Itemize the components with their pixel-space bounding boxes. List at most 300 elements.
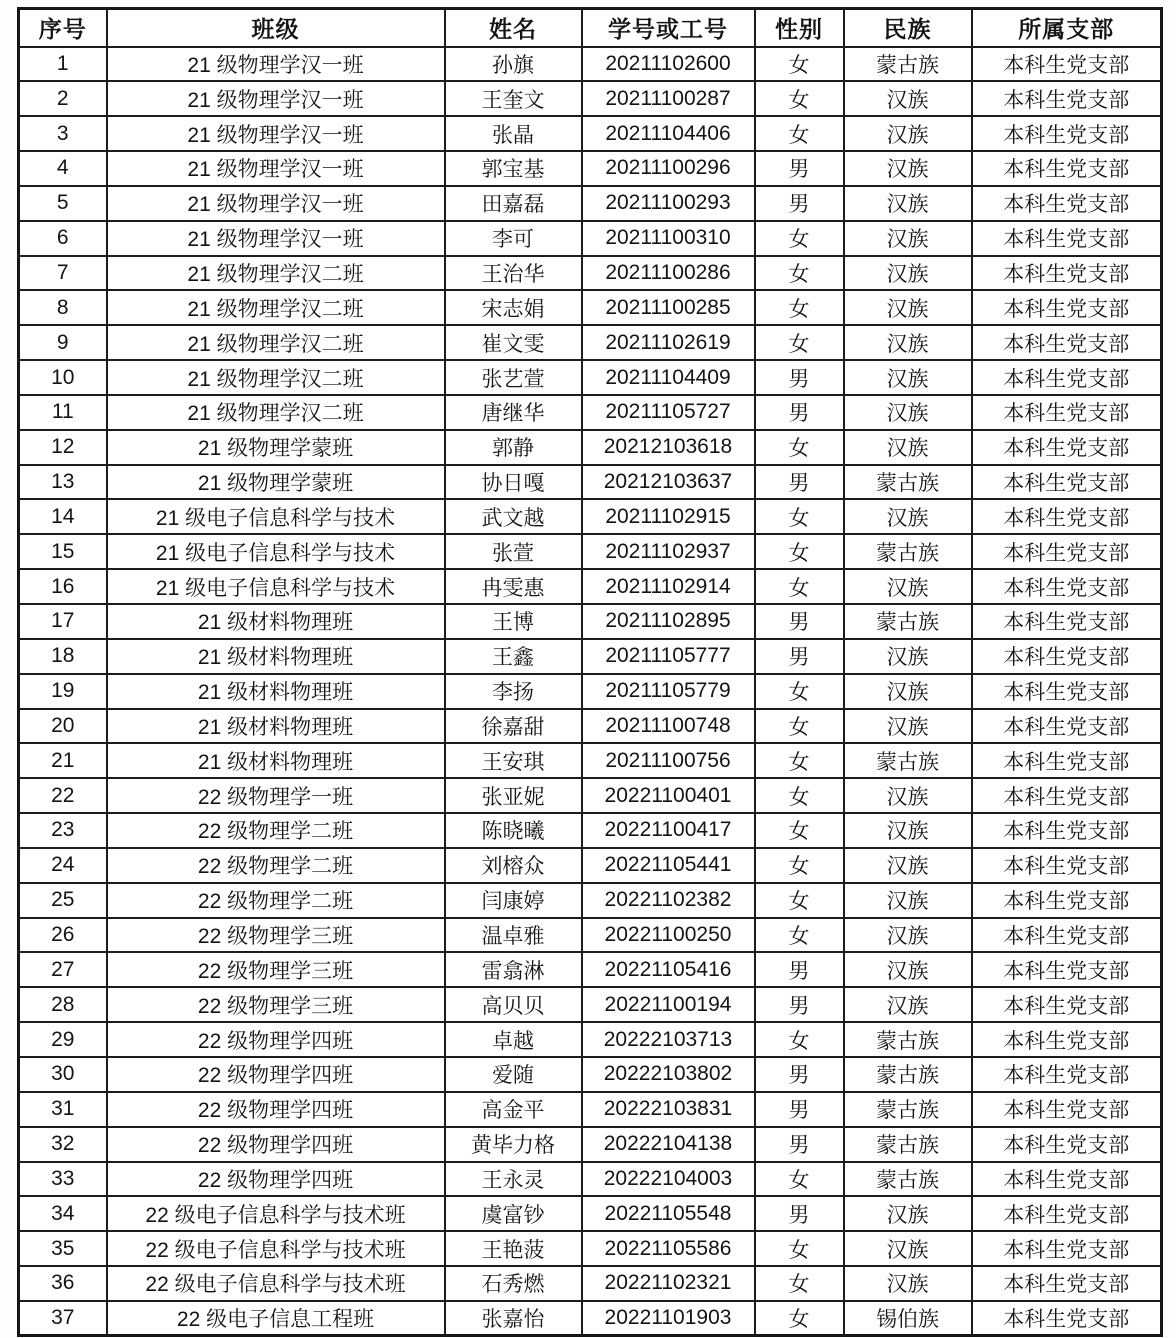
cell-name: 虞富钞 xyxy=(445,1196,582,1231)
cell-gender: 男 xyxy=(755,360,844,395)
cell-student-id: 20211100748 xyxy=(582,709,755,744)
cell-index: 33 xyxy=(19,1162,107,1197)
cell-name: 协日嘎 xyxy=(445,465,582,500)
cell-ethnicity: 汉族 xyxy=(844,813,972,848)
cell-index: 10 xyxy=(19,360,107,395)
cell-student-id: 20221105416 xyxy=(582,952,755,987)
cell-class: 22 级物理学二班 xyxy=(107,883,445,918)
cell-name: 张萱 xyxy=(445,534,582,569)
cell-class: 21 级物理学汉一班 xyxy=(107,47,445,82)
cell-ethnicity: 汉族 xyxy=(844,918,972,953)
cell-gender: 女 xyxy=(755,1022,844,1057)
cell-student-id: 20211100287 xyxy=(582,81,755,116)
cell-name: 高金平 xyxy=(445,1092,582,1127)
table-row xyxy=(19,569,1162,604)
cell-student-id: 20221100401 xyxy=(582,778,755,813)
cell-branch: 本科生党支部 xyxy=(972,116,1162,151)
table-row xyxy=(19,1231,1162,1266)
cell-student-id: 20211102619 xyxy=(582,325,755,360)
col-header-gender: 性别 xyxy=(755,9,844,47)
cell-name: 张艺萱 xyxy=(445,360,582,395)
cell-student-id: 20212103618 xyxy=(582,430,755,465)
student-roster-table xyxy=(17,7,1163,1337)
cell-student-id: 20211100286 xyxy=(582,256,755,291)
cell-name: 徐嘉甜 xyxy=(445,709,582,744)
cell-student-id: 20221101903 xyxy=(582,1301,755,1336)
cell-index: 23 xyxy=(19,813,107,848)
cell-class: 21 级物理学汉二班 xyxy=(107,256,445,291)
cell-gender: 女 xyxy=(755,47,844,82)
table-row xyxy=(19,987,1162,1022)
cell-gender: 女 xyxy=(755,813,844,848)
cell-student-id: 20211104406 xyxy=(582,116,755,151)
cell-index: 5 xyxy=(19,186,107,221)
cell-student-id: 20222103802 xyxy=(582,1057,755,1092)
cell-class: 22 级物理学三班 xyxy=(107,987,445,1022)
table-row xyxy=(19,1127,1162,1162)
cell-index: 17 xyxy=(19,604,107,639)
cell-class: 22 级物理学三班 xyxy=(107,952,445,987)
cell-branch: 本科生党支部 xyxy=(972,987,1162,1022)
table-row xyxy=(19,604,1162,639)
cell-ethnicity: 蒙古族 xyxy=(844,1127,972,1162)
cell-branch: 本科生党支部 xyxy=(972,325,1162,360)
cell-branch: 本科生党支部 xyxy=(972,1162,1162,1197)
cell-name: 王鑫 xyxy=(445,639,582,674)
cell-student-id: 20211102600 xyxy=(582,47,755,82)
cell-student-id: 20211100285 xyxy=(582,290,755,325)
cell-class: 22 级物理学三班 xyxy=(107,918,445,953)
cell-index: 18 xyxy=(19,639,107,674)
cell-gender: 女 xyxy=(755,221,844,256)
cell-gender: 男 xyxy=(755,1196,844,1231)
cell-gender: 女 xyxy=(755,1266,844,1301)
cell-student-id: 20211102895 xyxy=(582,604,755,639)
cell-index: 21 xyxy=(19,743,107,778)
table-row xyxy=(19,1092,1162,1127)
cell-gender: 男 xyxy=(755,1092,844,1127)
cell-name: 雷翕淋 xyxy=(445,952,582,987)
cell-branch: 本科生党支部 xyxy=(972,499,1162,534)
cell-branch: 本科生党支部 xyxy=(972,1127,1162,1162)
cell-index: 16 xyxy=(19,569,107,604)
cell-class: 21 级物理学汉二班 xyxy=(107,395,445,430)
cell-name: 王博 xyxy=(445,604,582,639)
cell-name: 李扬 xyxy=(445,674,582,709)
table-row xyxy=(19,952,1162,987)
table-row xyxy=(19,709,1162,744)
cell-name: 武文越 xyxy=(445,499,582,534)
cell-class: 21 级材料物理班 xyxy=(107,604,445,639)
cell-student-id: 20211102915 xyxy=(582,499,755,534)
cell-gender: 男 xyxy=(755,1127,844,1162)
cell-ethnicity: 汉族 xyxy=(844,952,972,987)
cell-index: 11 xyxy=(19,395,107,430)
cell-ethnicity: 汉族 xyxy=(844,848,972,883)
table-row xyxy=(19,290,1162,325)
cell-name: 张晶 xyxy=(445,116,582,151)
cell-index: 25 xyxy=(19,883,107,918)
cell-name: 陈晓曦 xyxy=(445,813,582,848)
table-row xyxy=(19,674,1162,709)
cell-ethnicity: 汉族 xyxy=(844,883,972,918)
cell-gender: 男 xyxy=(755,639,844,674)
cell-gender: 女 xyxy=(755,848,844,883)
cell-gender: 女 xyxy=(755,1231,844,1266)
cell-student-id: 20211105779 xyxy=(582,674,755,709)
table-body xyxy=(19,47,1162,1336)
cell-index: 15 xyxy=(19,534,107,569)
cell-ethnicity: 汉族 xyxy=(844,325,972,360)
table-row xyxy=(19,186,1162,221)
table-row xyxy=(19,883,1162,918)
cell-student-id: 20221102321 xyxy=(582,1266,755,1301)
cell-name: 温卓雅 xyxy=(445,918,582,953)
cell-class: 21 级材料物理班 xyxy=(107,674,445,709)
cell-branch: 本科生党支部 xyxy=(972,883,1162,918)
table-row xyxy=(19,743,1162,778)
cell-index: 30 xyxy=(19,1057,107,1092)
cell-branch: 本科生党支部 xyxy=(972,569,1162,604)
cell-student-id: 20221102382 xyxy=(582,883,755,918)
cell-branch: 本科生党支部 xyxy=(972,1301,1162,1336)
cell-gender: 男 xyxy=(755,952,844,987)
cell-class: 21 级物理学汉一班 xyxy=(107,81,445,116)
cell-gender: 女 xyxy=(755,534,844,569)
cell-branch: 本科生党支部 xyxy=(972,360,1162,395)
cell-class: 22 级物理学四班 xyxy=(107,1057,445,1092)
cell-class: 21 级材料物理班 xyxy=(107,743,445,778)
cell-ethnicity: 蒙古族 xyxy=(844,1162,972,1197)
cell-ethnicity: 蒙古族 xyxy=(844,1092,972,1127)
cell-class: 22 级物理学一班 xyxy=(107,778,445,813)
cell-index: 29 xyxy=(19,1022,107,1057)
cell-branch: 本科生党支部 xyxy=(972,81,1162,116)
cell-class: 21 级物理学汉二班 xyxy=(107,360,445,395)
table-row xyxy=(19,151,1162,186)
cell-branch: 本科生党支部 xyxy=(972,813,1162,848)
cell-ethnicity: 汉族 xyxy=(844,709,972,744)
cell-gender: 女 xyxy=(755,918,844,953)
cell-gender: 男 xyxy=(755,151,844,186)
cell-name: 郭宝基 xyxy=(445,151,582,186)
cell-branch: 本科生党支部 xyxy=(972,848,1162,883)
table-row xyxy=(19,534,1162,569)
cell-gender: 男 xyxy=(755,604,844,639)
cell-gender: 女 xyxy=(755,81,844,116)
cell-index: 14 xyxy=(19,499,107,534)
cell-branch: 本科生党支部 xyxy=(972,1022,1162,1057)
cell-ethnicity: 汉族 xyxy=(844,395,972,430)
cell-student-id: 20222103713 xyxy=(582,1022,755,1057)
cell-student-id: 20221105548 xyxy=(582,1196,755,1231)
cell-index: 9 xyxy=(19,325,107,360)
cell-index: 34 xyxy=(19,1196,107,1231)
cell-name: 刘榕众 xyxy=(445,848,582,883)
cell-student-id: 20211102914 xyxy=(582,569,755,604)
cell-class: 22 级电子信息科学与技术班 xyxy=(107,1196,445,1231)
cell-branch: 本科生党支部 xyxy=(972,674,1162,709)
cell-student-id: 20211100293 xyxy=(582,186,755,221)
cell-index: 22 xyxy=(19,778,107,813)
cell-index: 36 xyxy=(19,1266,107,1301)
cell-gender: 男 xyxy=(755,1057,844,1092)
cell-gender: 女 xyxy=(755,674,844,709)
cell-student-id: 20222104003 xyxy=(582,1162,755,1197)
col-header-ethnicity: 民族 xyxy=(844,9,972,47)
cell-branch: 本科生党支部 xyxy=(972,186,1162,221)
cell-ethnicity: 汉族 xyxy=(844,81,972,116)
cell-gender: 女 xyxy=(755,569,844,604)
cell-index: 12 xyxy=(19,430,107,465)
cell-ethnicity: 汉族 xyxy=(844,1196,972,1231)
cell-student-id: 20211104409 xyxy=(582,360,755,395)
cell-student-id: 20221105441 xyxy=(582,848,755,883)
table-row xyxy=(19,918,1162,953)
document-sheet xyxy=(17,7,1160,1337)
cell-index: 31 xyxy=(19,1092,107,1127)
table-row xyxy=(19,813,1162,848)
cell-branch: 本科生党支部 xyxy=(972,151,1162,186)
cell-index: 4 xyxy=(19,151,107,186)
cell-ethnicity: 蒙古族 xyxy=(844,1022,972,1057)
cell-index: 32 xyxy=(19,1127,107,1162)
cell-ethnicity: 汉族 xyxy=(844,186,972,221)
table-row xyxy=(19,778,1162,813)
table-row xyxy=(19,430,1162,465)
cell-student-id: 20221100417 xyxy=(582,813,755,848)
table-row xyxy=(19,395,1162,430)
cell-gender: 女 xyxy=(755,883,844,918)
cell-ethnicity: 锡伯族 xyxy=(844,1301,972,1336)
cell-index: 6 xyxy=(19,221,107,256)
cell-branch: 本科生党支部 xyxy=(972,639,1162,674)
cell-ethnicity: 汉族 xyxy=(844,116,972,151)
cell-name: 孙旗 xyxy=(445,47,582,82)
table-row xyxy=(19,1162,1162,1197)
cell-student-id: 20211100310 xyxy=(582,221,755,256)
cell-branch: 本科生党支部 xyxy=(972,604,1162,639)
cell-class: 22 级物理学二班 xyxy=(107,813,445,848)
cell-gender: 男 xyxy=(755,465,844,500)
cell-name: 冉雯惠 xyxy=(445,569,582,604)
cell-index: 28 xyxy=(19,987,107,1022)
cell-student-id: 20211100296 xyxy=(582,151,755,186)
cell-name: 李可 xyxy=(445,221,582,256)
cell-name: 王治华 xyxy=(445,256,582,291)
cell-class: 21 级物理学蒙班 xyxy=(107,465,445,500)
table-row xyxy=(19,1057,1162,1092)
cell-name: 王艳菠 xyxy=(445,1231,582,1266)
cell-index: 27 xyxy=(19,952,107,987)
cell-student-id: 20212103637 xyxy=(582,465,755,500)
cell-ethnicity: 蒙古族 xyxy=(844,465,972,500)
cell-gender: 女 xyxy=(755,499,844,534)
cell-ethnicity: 汉族 xyxy=(844,1231,972,1266)
cell-ethnicity: 汉族 xyxy=(844,778,972,813)
cell-class: 22 级物理学四班 xyxy=(107,1127,445,1162)
table-row xyxy=(19,116,1162,151)
cell-ethnicity: 汉族 xyxy=(844,360,972,395)
cell-class: 22 级电子信息工程班 xyxy=(107,1301,445,1336)
cell-index: 24 xyxy=(19,848,107,883)
col-header-name: 姓名 xyxy=(445,9,582,47)
table-row xyxy=(19,1022,1162,1057)
cell-gender: 女 xyxy=(755,325,844,360)
cell-ethnicity: 蒙古族 xyxy=(844,604,972,639)
cell-branch: 本科生党支部 xyxy=(972,534,1162,569)
cell-index: 3 xyxy=(19,116,107,151)
cell-ethnicity: 蒙古族 xyxy=(844,47,972,82)
cell-branch: 本科生党支部 xyxy=(972,256,1162,291)
cell-gender: 女 xyxy=(755,778,844,813)
cell-class: 22 级物理学四班 xyxy=(107,1092,445,1127)
cell-student-id: 20222104138 xyxy=(582,1127,755,1162)
cell-class: 21 级电子信息科学与技术 xyxy=(107,499,445,534)
table-row xyxy=(19,360,1162,395)
cell-gender: 女 xyxy=(755,1301,844,1336)
cell-name: 张亚妮 xyxy=(445,778,582,813)
cell-class: 21 级物理学汉一班 xyxy=(107,151,445,186)
cell-branch: 本科生党支部 xyxy=(972,221,1162,256)
col-header-index: 序号 xyxy=(19,9,107,47)
cell-branch: 本科生党支部 xyxy=(972,709,1162,744)
cell-ethnicity: 汉族 xyxy=(844,987,972,1022)
cell-student-id: 20222103831 xyxy=(582,1092,755,1127)
cell-branch: 本科生党支部 xyxy=(972,1092,1162,1127)
cell-branch: 本科生党支部 xyxy=(972,778,1162,813)
cell-ethnicity: 汉族 xyxy=(844,221,972,256)
cell-name: 卓越 xyxy=(445,1022,582,1057)
cell-branch: 本科生党支部 xyxy=(972,1196,1162,1231)
cell-ethnicity: 蒙古族 xyxy=(844,534,972,569)
cell-ethnicity: 汉族 xyxy=(844,499,972,534)
cell-gender: 女 xyxy=(755,709,844,744)
cell-student-id: 20211105727 xyxy=(582,395,755,430)
col-header-student-id: 学号或工号 xyxy=(582,9,755,47)
cell-name: 王永灵 xyxy=(445,1162,582,1197)
cell-branch: 本科生党支部 xyxy=(972,918,1162,953)
cell-class: 22 级物理学二班 xyxy=(107,848,445,883)
cell-gender: 女 xyxy=(755,116,844,151)
table-row xyxy=(19,81,1162,116)
cell-class: 22 级物理学四班 xyxy=(107,1022,445,1057)
cell-student-id: 20221105586 xyxy=(582,1231,755,1266)
table-row xyxy=(19,848,1162,883)
cell-class: 21 级物理学汉二班 xyxy=(107,290,445,325)
cell-gender: 女 xyxy=(755,1162,844,1197)
table-row xyxy=(19,465,1162,500)
cell-index: 37 xyxy=(19,1301,107,1336)
table-row xyxy=(19,1196,1162,1231)
cell-gender: 男 xyxy=(755,987,844,1022)
cell-index: 13 xyxy=(19,465,107,500)
cell-name: 王奎文 xyxy=(445,81,582,116)
cell-branch: 本科生党支部 xyxy=(972,1266,1162,1301)
table-row xyxy=(19,47,1162,82)
cell-class: 21 级电子信息科学与技术 xyxy=(107,534,445,569)
col-header-class: 班级 xyxy=(107,9,445,47)
cell-ethnicity: 汉族 xyxy=(844,1266,972,1301)
table-header xyxy=(19,9,1162,47)
cell-name: 石秀燃 xyxy=(445,1266,582,1301)
cell-class: 21 级材料物理班 xyxy=(107,709,445,744)
table-row xyxy=(19,499,1162,534)
cell-ethnicity: 汉族 xyxy=(844,430,972,465)
cell-gender: 男 xyxy=(755,395,844,430)
cell-ethnicity: 汉族 xyxy=(844,674,972,709)
cell-branch: 本科生党支部 xyxy=(972,1057,1162,1092)
cell-index: 7 xyxy=(19,256,107,291)
cell-name: 闫康婷 xyxy=(445,883,582,918)
cell-name: 郭静 xyxy=(445,430,582,465)
cell-branch: 本科生党支部 xyxy=(972,743,1162,778)
table-row xyxy=(19,221,1162,256)
cell-ethnicity: 蒙古族 xyxy=(844,1057,972,1092)
cell-ethnicity: 蒙古族 xyxy=(844,743,972,778)
cell-class: 21 级物理学汉一班 xyxy=(107,186,445,221)
cell-name: 爱随 xyxy=(445,1057,582,1092)
cell-class: 21 级电子信息科学与技术 xyxy=(107,569,445,604)
cell-index: 19 xyxy=(19,674,107,709)
cell-name: 田嘉磊 xyxy=(445,186,582,221)
cell-gender: 女 xyxy=(755,290,844,325)
cell-gender: 女 xyxy=(755,256,844,291)
cell-ethnicity: 汉族 xyxy=(844,290,972,325)
cell-name: 唐继华 xyxy=(445,395,582,430)
cell-class: 22 级电子信息科学与技术班 xyxy=(107,1266,445,1301)
cell-gender: 男 xyxy=(755,186,844,221)
cell-class: 21 级物理学汉一班 xyxy=(107,116,445,151)
cell-name: 黄毕力格 xyxy=(445,1127,582,1162)
cell-index: 1 xyxy=(19,47,107,82)
header-row xyxy=(19,9,1162,47)
cell-ethnicity: 汉族 xyxy=(844,151,972,186)
cell-gender: 女 xyxy=(755,743,844,778)
cell-class: 22 级电子信息科学与技术班 xyxy=(107,1231,445,1266)
cell-gender: 女 xyxy=(755,430,844,465)
cell-class: 21 级物理学汉一班 xyxy=(107,221,445,256)
cell-ethnicity: 汉族 xyxy=(844,639,972,674)
cell-index: 20 xyxy=(19,709,107,744)
cell-student-id: 20211102937 xyxy=(582,534,755,569)
col-header-branch: 所属支部 xyxy=(972,9,1162,47)
cell-branch: 本科生党支部 xyxy=(972,465,1162,500)
cell-branch: 本科生党支部 xyxy=(972,395,1162,430)
cell-index: 8 xyxy=(19,290,107,325)
cell-name: 高贝贝 xyxy=(445,987,582,1022)
cell-name: 张嘉怡 xyxy=(445,1301,582,1336)
cell-student-id: 20221100194 xyxy=(582,987,755,1022)
cell-branch: 本科生党支部 xyxy=(972,952,1162,987)
table-row xyxy=(19,639,1162,674)
cell-branch: 本科生党支部 xyxy=(972,430,1162,465)
cell-index: 35 xyxy=(19,1231,107,1266)
cell-ethnicity: 汉族 xyxy=(844,569,972,604)
cell-index: 2 xyxy=(19,81,107,116)
cell-class: 21 级物理学汉二班 xyxy=(107,325,445,360)
cell-student-id: 20211105777 xyxy=(582,639,755,674)
cell-class: 21 级材料物理班 xyxy=(107,639,445,674)
table-row xyxy=(19,325,1162,360)
table-row xyxy=(19,1266,1162,1301)
cell-index: 26 xyxy=(19,918,107,953)
cell-branch: 本科生党支部 xyxy=(972,290,1162,325)
table-row xyxy=(19,1301,1162,1336)
cell-class: 22 级物理学四班 xyxy=(107,1162,445,1197)
cell-name: 崔文雯 xyxy=(445,325,582,360)
cell-student-id: 20221100250 xyxy=(582,918,755,953)
